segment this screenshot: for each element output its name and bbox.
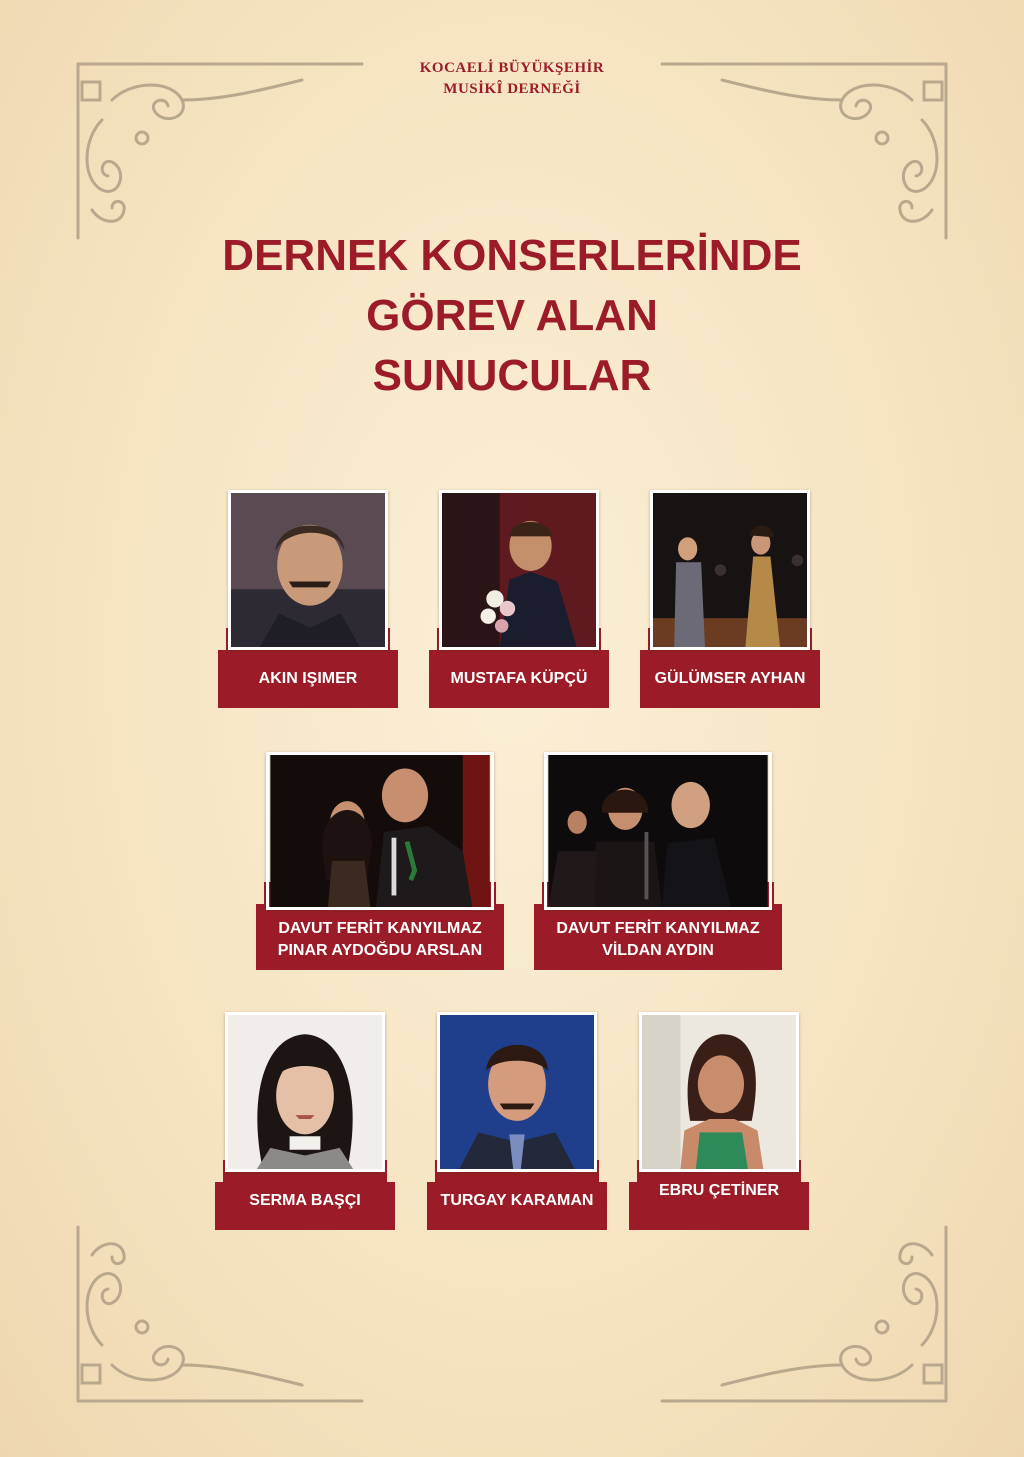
presenter-card — [427, 1012, 607, 1230]
presenter-card — [629, 1012, 809, 1230]
presenter-card — [429, 490, 609, 708]
presenter-photo — [650, 490, 810, 650]
title-line-3: SUNUCULAR — [372, 351, 652, 400]
top-ornament-frame — [62, 60, 962, 250]
presenter-card — [218, 490, 398, 708]
page-title — [0, 226, 1024, 406]
presenter-card — [215, 1012, 395, 1230]
presenter-name: GÜLÜMSER AYHAN — [654, 670, 806, 687]
presenter-photo — [228, 490, 388, 650]
presenter-photo — [437, 1012, 597, 1172]
presenter-name — [534, 910, 782, 970]
presenter-name-line-2: PINAR AYDOĞDU ARSLAN — [277, 942, 483, 959]
presenter-name: AKIN IŞIMER — [258, 670, 358, 687]
presenter-name-line-1: DAVUT FERİT KANYILMAZ — [556, 920, 760, 937]
presenter-name: TURGAY KARAMAN — [440, 1192, 594, 1209]
presenter-photo — [225, 1012, 385, 1172]
presenter-card — [256, 752, 504, 970]
presenter-photo — [544, 752, 772, 910]
presenter-card — [534, 752, 782, 970]
presenter-name-line-2: VİLDAN AYDIN — [602, 942, 714, 959]
title-line-1: DERNEK KONSERLERİNDE — [222, 231, 802, 280]
presenter-photo — [266, 752, 494, 910]
presenter-card — [640, 490, 820, 708]
bottom-ornament-frame — [62, 1215, 962, 1405]
organization-line-1: KOCAELİ BÜYÜKŞEHİR — [419, 60, 605, 76]
presenter-photo — [439, 490, 599, 650]
title-line-2: GÖREV ALAN — [366, 291, 658, 340]
presenter-name: MUSTAFA KÜPÇÜ — [450, 670, 588, 687]
presenter-photo — [639, 1012, 799, 1172]
organization-line-2: MUSİKÎ DERNEĞİ — [443, 81, 581, 97]
presenter-name: EBRU ÇETİNER — [658, 1182, 779, 1199]
presenter-name-line-1: DAVUT FERİT KANYILMAZ — [278, 920, 482, 937]
presenter-name — [256, 910, 504, 970]
presenter-name: SERMA BAŞÇI — [249, 1192, 361, 1209]
